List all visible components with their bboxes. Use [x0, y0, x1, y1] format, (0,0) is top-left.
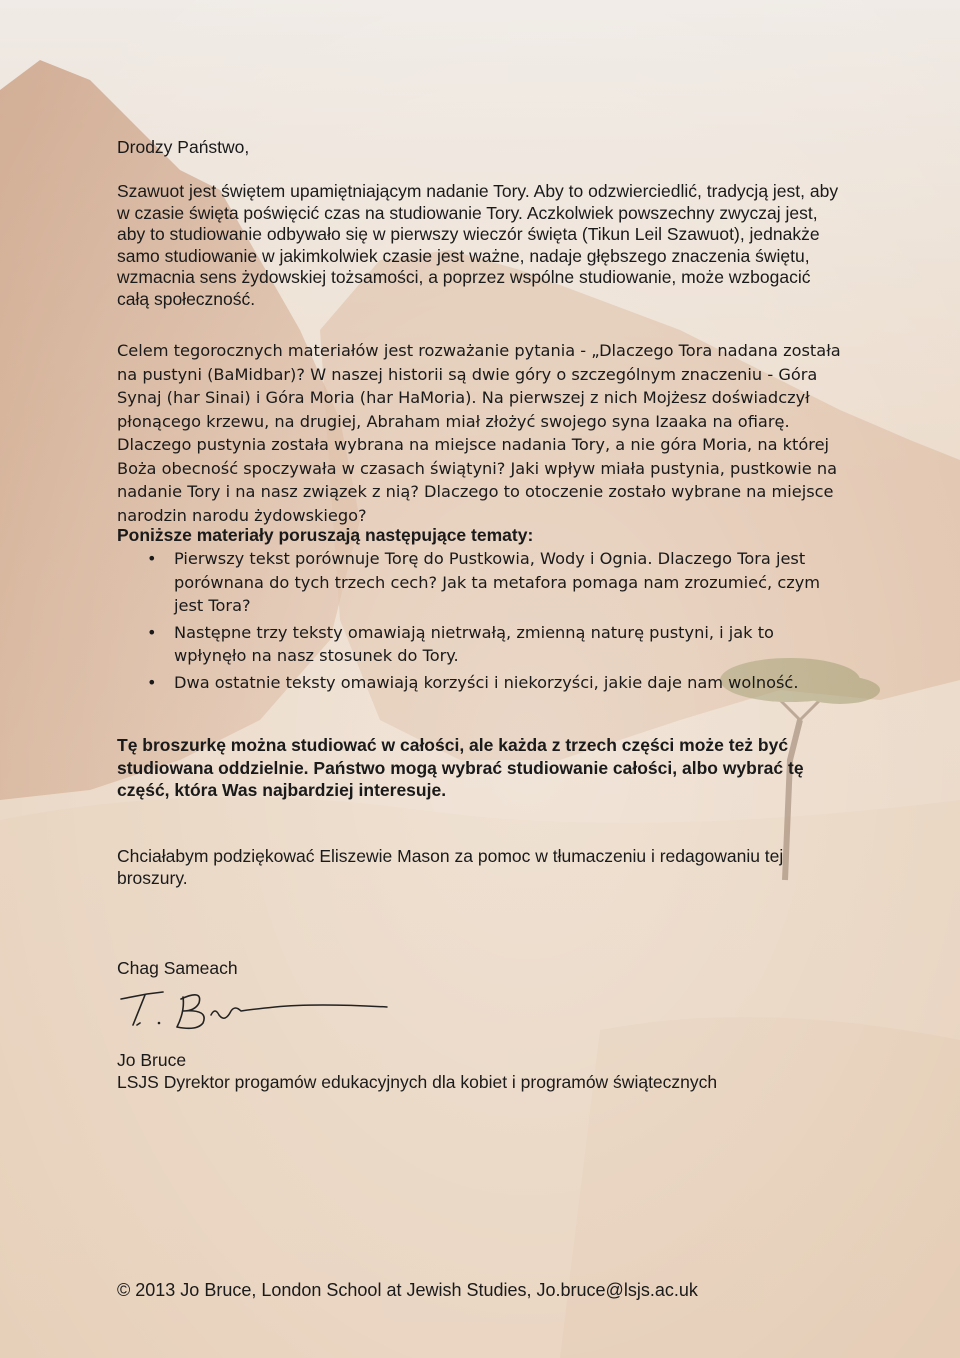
list-item — [117, 547, 847, 618]
footer-copyright: © 2013 Jo Bruce, London School at Jewish Studies, Jo.bruce@lsjs.ac.uk — [117, 1280, 698, 1300]
paragraph-question: Celem tegorocznych materiałów jest rozważanie pytania - „Dlaczego Tora nadana została na pustyni (BaMidbar)? W naszej historii są dwie góry o szczególnym znaczeniu - Góra Synaj (har Sinai) i Góra Moria (har HaMoria). Na pierwszej z nich Mojżesz doświadczył płonącego krzewu, na drugiej, Abraham miał złożyć swojego syna Izaaka na ofiarę. Dlaczego pustynia została wybrana na miejsce nadania Tory, a nie góra Moria, na której Boża obecność spoczywała w czasach świątyni? Jaki wpływ miała pustynia, pustkowie na nadanie Tory i na nasz związek z nią? Dlaczego to otoczenie zostało wybrane na miejsce narodzin narodu żydowskiego? — [117, 341, 841, 525]
list-item — [117, 671, 847, 695]
paragraph-intro: Szawuot jest świętem upamiętniającym nadanie Tory. Aby to odzwierciedlić, tradycją jest, aby w czasie święta poświęcić czas na studiowanie Tory. Aczkolwiek powszechny zwyczaj jest, aby to studiowanie odbywało się w pierwszy wieczór święta (Tikun Leil Szawuot), jednakże samo studiowanie w jakimkolwiek czasie jest ważne, nadaje głębszego znaczenia świętu, wzmacnia sens żydowskiej tożsamości, a poprzez wspólne studiowanie, może wzbogacić całą społeczność. — [117, 181, 839, 309]
bullet-icon: • — [147, 622, 157, 642]
handwritten-signature — [115, 985, 395, 1035]
signer-role: LSJS Dyrektor progamów edukacyjnych dla kobiet i programów świątecznych — [117, 1072, 718, 1092]
thanks-paragraph: Chciałabym podziękować Eliszewie Mason za pomoc w tłumaczeniu i redagowaniu tej broszury. — [117, 846, 784, 888]
topic-text: Dwa ostatnie teksty omawiają korzyści i niekorzyści, jakie daje nam wolność. — [174, 672, 799, 692]
bullet-icon: • — [147, 549, 157, 568]
topic-text: Pierwszy tekst porównuje Torę do Pustkowia, Wody i Ognia. Dlaczego Tora jest porównana do tych trzech cech? Jak ta metafora pomaga nam zrozumieć, czym jest Tora? — [174, 549, 821, 615]
topic-text: Następne trzy teksty omawiają nietrwałą, zmienną naturę pustyni, i jak to wpłynęło na nasz stosunek do Tory. — [174, 622, 774, 665]
topics-list — [117, 547, 847, 697]
bullet-icon: • — [147, 672, 157, 692]
signer-name: Jo Bruce — [117, 1050, 187, 1070]
letter-greeting: Drodzy Państwo, — [117, 137, 250, 157]
closing-line: Chag Sameach — [117, 958, 238, 978]
topics-heading: Poniższe materiały poruszają następujące tematy: — [117, 525, 534, 545]
list-item — [117, 621, 847, 668]
study-note: Tę broszurkę można studiować w całości, ale każda z trzech części może też być studiowana oddzielnie. Państwo mogą wybrać studiowanie całości, albo wybrać tę część, która Was najbardziej interesuje. — [117, 735, 804, 800]
